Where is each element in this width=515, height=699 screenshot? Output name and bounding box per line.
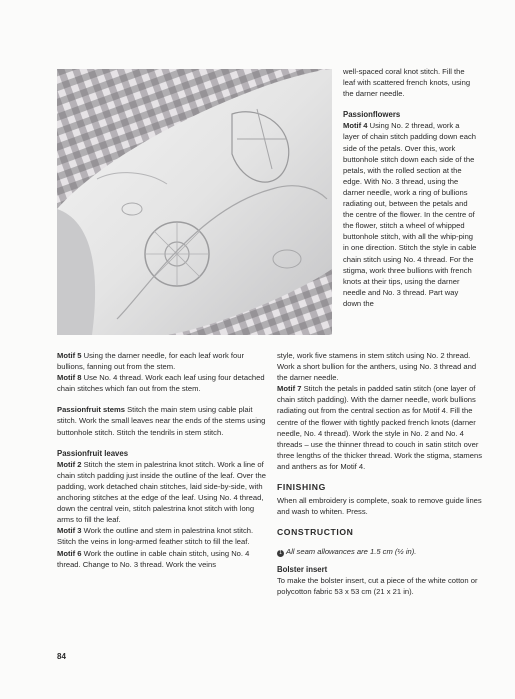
stems-text: Stitch the main stem using cable plait stitch. Work the small leaves near the ends of the stems using buttonhole stitch. Stitch the tendrils in stem stitch.: [57, 405, 266, 437]
motif-5-label: Motif 5: [57, 351, 82, 360]
finishing-text: When all embroidery is complete, soak to remove guide lines and wash to whiten. Press.: [277, 496, 482, 517]
motif-3-label: Motif 3: [57, 526, 82, 536]
embroidered-bolster-photo: [57, 69, 332, 335]
motif-2-paragraph: [57, 459, 267, 526]
motif-8-text: Use No. 4 thread. Work each leaf using four detached chain stitches which fan out from the stem.: [57, 373, 265, 394]
seam-allowance-note: [277, 546, 482, 557]
motif-2-label: Motif 2: [57, 459, 82, 469]
note-text: All seam allowances are 1.5 cm (½ in).: [286, 547, 417, 557]
column-bottom-right: [277, 350, 482, 597]
motif-7-label: Motif 7: [277, 384, 302, 394]
bolster-insert-text: To make the bolster insert, cut a piece of the white cotton or polycotton fabric 53 x 53 cm (21 x 21 in).: [277, 575, 478, 596]
motif-6-paragraph: [57, 548, 267, 570]
heading-construction: CONSTRUCTION: [277, 527, 354, 538]
stems-paragraph: [57, 404, 267, 437]
motif-7-text: Stitch the petals in padded satin stitch (one layer of chain stitch padding). With the darner needle, work bullions radiating out from the central section as for Motif 4. Fill the centre of the flower with tightly packed french knots (darner needle, No. 4 thread). Work the style in No. 2 and No. 4 threads – use the thinner thread to couch in satin stitch over three lengths of the thicker thread. Work the stigma, stamens and anthers as for Motif 4.: [277, 384, 482, 471]
heading-passionfruit-leaves: Passionfruit leaves: [57, 448, 129, 458]
bolster-illustration: [57, 69, 332, 335]
paragraph: well-spaced coral knot stitch. Fill the leaf with scattered french knots, using the darner needle.: [343, 67, 471, 99]
motif-4-text: Using No. 2 thread, work a layer of chain stitch padding down each side of the petals. Over this, work buttonhole stitch down each side of the petals, with the rolled section at the edge. With No. 3 thread, using the darner needle, work a ring of bullions radiating out, between the petals and the centre of the flower. In the centre of the flower, stitch a wheel of whipped buttonhole stitch, with all the whip-ping in one direction. Stitch the style in cable chain stitch using No. 4 thread. For the stigma, work three bullions with french knots at their tips, using the darner needle and No. 3 thread. Part way down the: [343, 121, 477, 308]
motif-5-text: Using the darner needle, for each leaf work four bullions, fanning out from the stem.: [57, 351, 244, 372]
numbered-note-icon: 1: [277, 550, 284, 557]
motif-6-label: Motif 6: [57, 548, 82, 558]
heading-passionflowers: Passionflowers: [343, 110, 401, 120]
page-number: 84: [57, 652, 66, 661]
heading-finishing: FINISHING: [277, 482, 326, 493]
motif-3-text: Work the outline and stem in palestrina knot stitch. Stitch the veins in long-armed feather stitch to fill the leaf.: [57, 526, 254, 547]
motif-6-text: Work the outline in cable chain stitch, using No. 4 thread. Change to No. 3 thread. Work the veins: [57, 548, 250, 569]
motif-3-paragraph: [57, 525, 267, 547]
column-left: [57, 350, 267, 570]
motif-4-label: Motif 4: [343, 121, 368, 131]
heading-bolster-insert: Bolster insert: [277, 564, 328, 574]
stems-label: Passionfruit stems: [57, 405, 125, 415]
continued-paragraph: style, work five stamens in stem stitch using No. 2 thread. Work a short bullion for the anthers, using No. 3 thread and the darner needle.: [277, 351, 477, 383]
motif-8-paragraph: [57, 372, 267, 394]
column-top-right: [343, 66, 478, 309]
motif-2-text: Stitch the stem in palestrina knot stitch. Work a line of chain stitch padding just inside the outline of the leaf. Over the padding, work detached chain stitches, laid side-by-side, with anchoring stitches at the edge of the leaf. Using No. 4 thread, down the central vein, stitch palestrina knot stitch with long arms to fill the leaf.: [57, 459, 266, 525]
motif-8-label: Motif 8: [57, 373, 82, 383]
motif-7-paragraph: [277, 383, 482, 472]
motif-4-paragraph: [343, 120, 478, 309]
motif-5-paragraph: [57, 350, 267, 372]
